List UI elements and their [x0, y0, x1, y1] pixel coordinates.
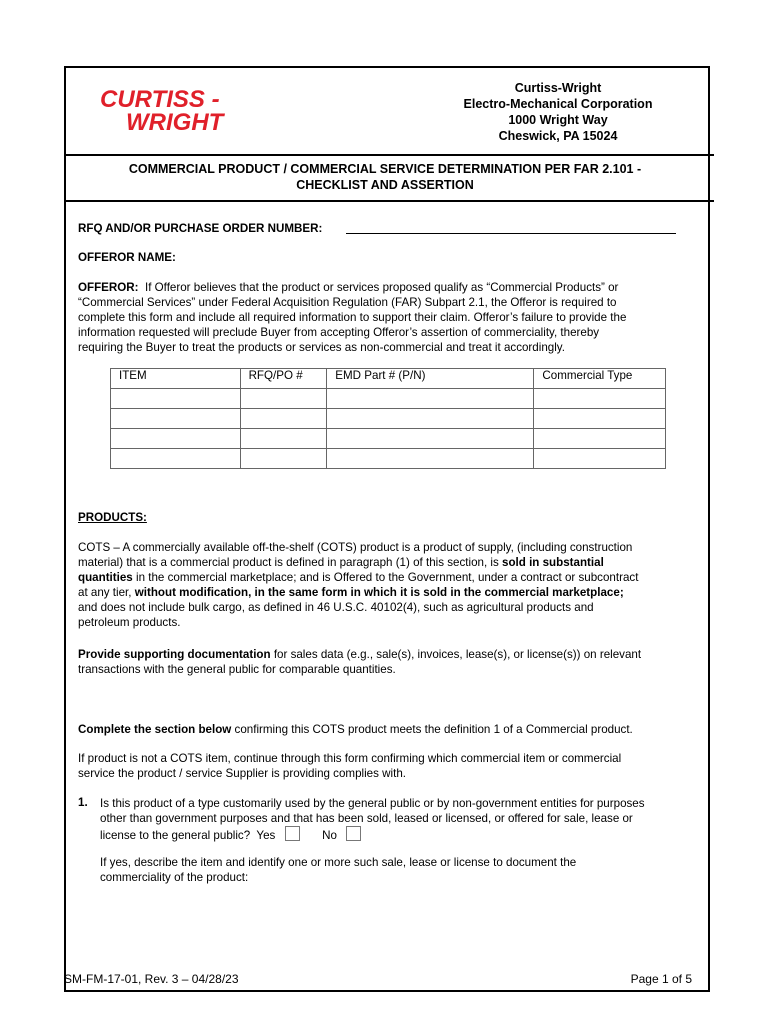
header-rfq-po: RFQ/PO #: [240, 369, 327, 389]
company-street: 1000 Wright Way: [508, 113, 608, 127]
logo-line1: CURTISS -: [100, 86, 220, 113]
table-cell[interactable]: [534, 389, 666, 409]
title-box: [64, 154, 714, 202]
table-cell[interactable]: [534, 409, 666, 429]
table-row: [111, 389, 666, 409]
no-checkbox[interactable]: [346, 826, 361, 841]
table-cell[interactable]: [111, 449, 241, 469]
complete-section-text: Complete the section below confirming this COTS product meets the definition 1 of a Commercial product.: [78, 723, 633, 736]
page-number: Page 1 of 5: [630, 972, 692, 986]
header: [66, 68, 708, 154]
table-cell[interactable]: [240, 389, 327, 409]
items-table: [110, 368, 666, 469]
rfq-input-line[interactable]: [346, 233, 676, 234]
header-item: ITEM: [111, 369, 241, 389]
table-cell[interactable]: [327, 389, 534, 409]
cots-paragraph: COTS – A commercially available off-the-shelf (COTS) product is a product of supply, (including construction material) that is a commercial product is defined in paragraph (1) of this section, is sold in substantial quantities in the commercial marketplace; and is Offered to the Government, under a contract or subcontract at any tier, without modification, in the same form in which it is sold in the commercial marketplace; and does not include bulk cargo, as defined in 46 U.S.C. 40102(4), such as agricultural products and petroleum products.: [78, 541, 639, 629]
curtiss-wright-logo: [100, 86, 260, 139]
company-division: Electro-Mechanical Corporation: [463, 97, 653, 111]
table-cell[interactable]: [111, 389, 241, 409]
offeror-label: OFFEROR:: [78, 281, 139, 294]
table-cell[interactable]: [534, 449, 666, 469]
logo-line2: WRIGHT: [126, 109, 224, 134]
offeror-name-label: OFFEROR NAME:: [78, 251, 176, 264]
table-cell[interactable]: [534, 429, 666, 449]
table-cell[interactable]: [240, 429, 327, 449]
header-commercial-type: Commercial Type: [534, 369, 666, 389]
products-heading: PRODUCTS:: [78, 511, 147, 524]
offeror-paragraph: OFFEROR: If Offeror believes that the product or services proposed qualify as “Commercial Products” or “Commercial Services” under Federal Acquisition Regulation (FAR) Subpart 2.1, the Offeror is required to complete this form and include all required information to support their claim. Offeror’s failure to provide the information requested will preclude Buyer from accepting Offeror’s assertion of commerciality, thereby requiring the Buyer to treat the products or services as non-commercial and treat it accordingly.: [78, 281, 627, 354]
header-emd-part: EMD Part # (P/N): [327, 369, 534, 389]
documentation-paragraph: Provide supporting documentation for sales data (e.g., sale(s), invoices, lease(s), or license(s)) on relevant transactions with the general public for comparable quantities.: [78, 648, 642, 676]
yes-label: Yes: [256, 829, 276, 842]
company-address: [428, 80, 688, 144]
company-city: Cheswick, PA 15024: [498, 129, 618, 143]
rfq-label: RFQ AND/OR PURCHASE ORDER NUMBER:: [78, 222, 323, 235]
company-name: Curtiss-Wright: [514, 81, 602, 95]
table-row: [111, 409, 666, 429]
table-cell[interactable]: [111, 429, 241, 449]
form-id: SM-FM-17-01, Rev. 3 – 04/28/23: [64, 972, 239, 986]
no-label: No: [322, 829, 337, 842]
question-1-followup: If yes, describe the item and identify one or more such sale, lease or license to document the commerciality of the product:: [100, 856, 577, 884]
table-cell[interactable]: [240, 449, 327, 469]
question-1-text: Is this product of a type customarily used by the general public or by non-government entities for purposes other than government purposes and that has been sold, leased or licensed, or offered for sale, lease or license to the general public? Yes No: [100, 797, 645, 842]
table-cell[interactable]: [327, 449, 534, 469]
form-page: [64, 66, 710, 992]
table-row: [111, 429, 666, 449]
question-1-number: 1.: [78, 796, 88, 809]
not-cots-paragraph: If product is not a COTS item, continue through this form confirming which commercial item or commercial service the product / service Supplier is providing complies with.: [78, 752, 622, 780]
table-cell[interactable]: [240, 409, 327, 429]
table-row: [111, 449, 666, 469]
table-header-row: [111, 369, 666, 389]
table-cell[interactable]: [327, 429, 534, 449]
table-cell[interactable]: [327, 409, 534, 429]
document-title: COMMERCIAL PRODUCT / COMMERCIAL SERVICE DETERMINATION PER FAR 2.101 - CHECKLIST AND ASSERTION: [128, 162, 642, 192]
table-cell[interactable]: [111, 409, 241, 429]
yes-checkbox[interactable]: [285, 826, 300, 841]
